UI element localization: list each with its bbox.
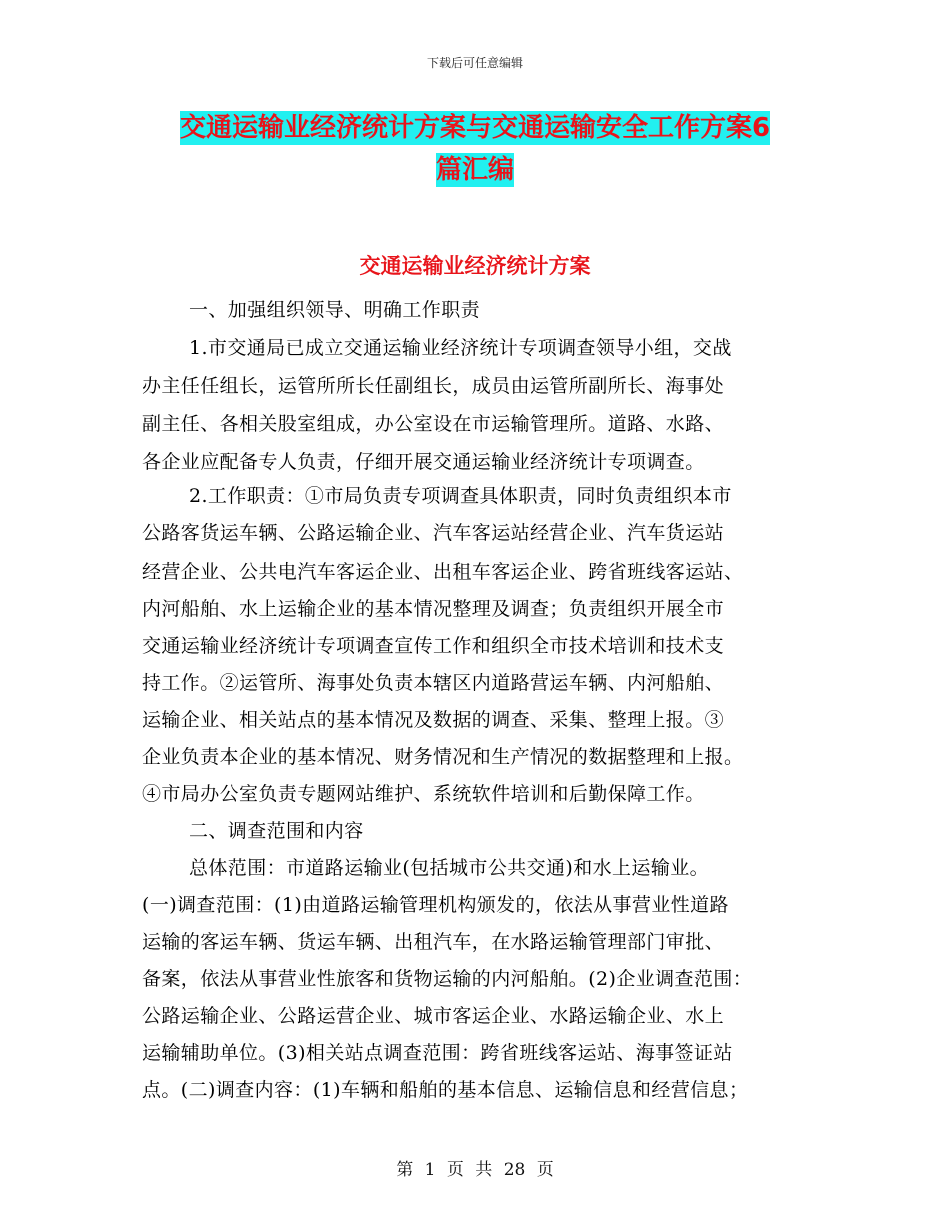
paragraph-line: ④市局办公室负责专题网站维护、系统软件培训和后勤保障工作。 [142,783,705,805]
paragraph-line: 公路运输企业、公路运营企业、城市客运企业、水路运输企业、水上 [142,1005,725,1027]
paragraph-line: 企业负责本企业的基本情况、财务情况和生产情况的数据整理和上报。 [142,746,744,768]
paragraph-line: 备案，依法从事营业性旅客和货物运输的内河船舶。(2)企业调查范围： [142,968,753,990]
paragraph-line: 1.市交通局已成立交通运输业经济统计专项调查领导小组，交战 [189,337,732,359]
paragraph-line: 内河船舶、水上运输企业的基本情况整理及调查；负责组织开展全市 [142,598,725,620]
paragraph-line: 经营企业、公共电汽车客运企业、出租车客运企业、跨省班线客运站、 [142,561,744,583]
paragraph-line: 点。(二)调查内容：(1)车辆和船舶的基本信息、运输信息和经营信息； [142,1079,749,1101]
document-title-line-1 [0,113,950,144]
title-highlight: 交通运输业经济统计方案与交通运输安全工作方案6 [179,113,771,143]
document-title-line-2 [0,155,950,186]
paragraph-line: 2.工作职责：①市局负责专项调查具体职责，同时负责组织本市 [189,485,732,507]
paragraph-line: 运输企业、相关站点的基本情况及数据的调查、采集、整理上报。③ [142,709,725,731]
title-highlight: 篇汇编 [435,155,514,185]
paragraph-line: 运输的客运车辆、货运车辆、出租汽车，在水路运输管理部门审批、 [142,931,725,953]
paragraph-line: 副主任、各相关股室组成，办公室设在市运输管理所。道路、水路、 [142,413,725,435]
paragraph-line: 办主任任组长，运管所所长任副组长，成员由运管所副所长、海事处 [142,375,725,397]
paragraph-line: 交通运输业经济统计专项调查宣传工作和组织全市技术培训和技术支 [142,635,725,657]
page-header-note: 下载后可任意编辑 [426,56,523,70]
paragraph-line: 一、加强组织领导、明确工作职责 [189,299,481,321]
page-number-footer: 第 1 页 共 28 页 [396,1160,554,1180]
paragraph-line: 持工作。②运管所、海事处负责本辖区内道路营运车辆、内河船舶、 [142,672,725,694]
section-title: 交通运输业经济统计方案 [359,254,591,278]
paragraph-line: 总体范围：市道路运输业(包括城市公共交通)和水上运输业。 [189,857,710,879]
paragraph-line: 各企业应配备专人负责，仔细开展交通运输业经济统计专项调查。 [142,451,705,473]
paragraph-line: 二、调查范围和内容 [189,820,364,842]
paragraph-line: 运输辅助单位。(3)相关站点调查范围：跨省班线客运站、海事签证站 [142,1042,733,1064]
paragraph-line: 公路客货运车辆、公路运输企业、汽车客运站经营企业、汽车货运站 [142,522,725,544]
paragraph-line: (一)调查范围：(1)由道路运输管理机构颁发的，依法从事营业性道路 [142,894,729,916]
